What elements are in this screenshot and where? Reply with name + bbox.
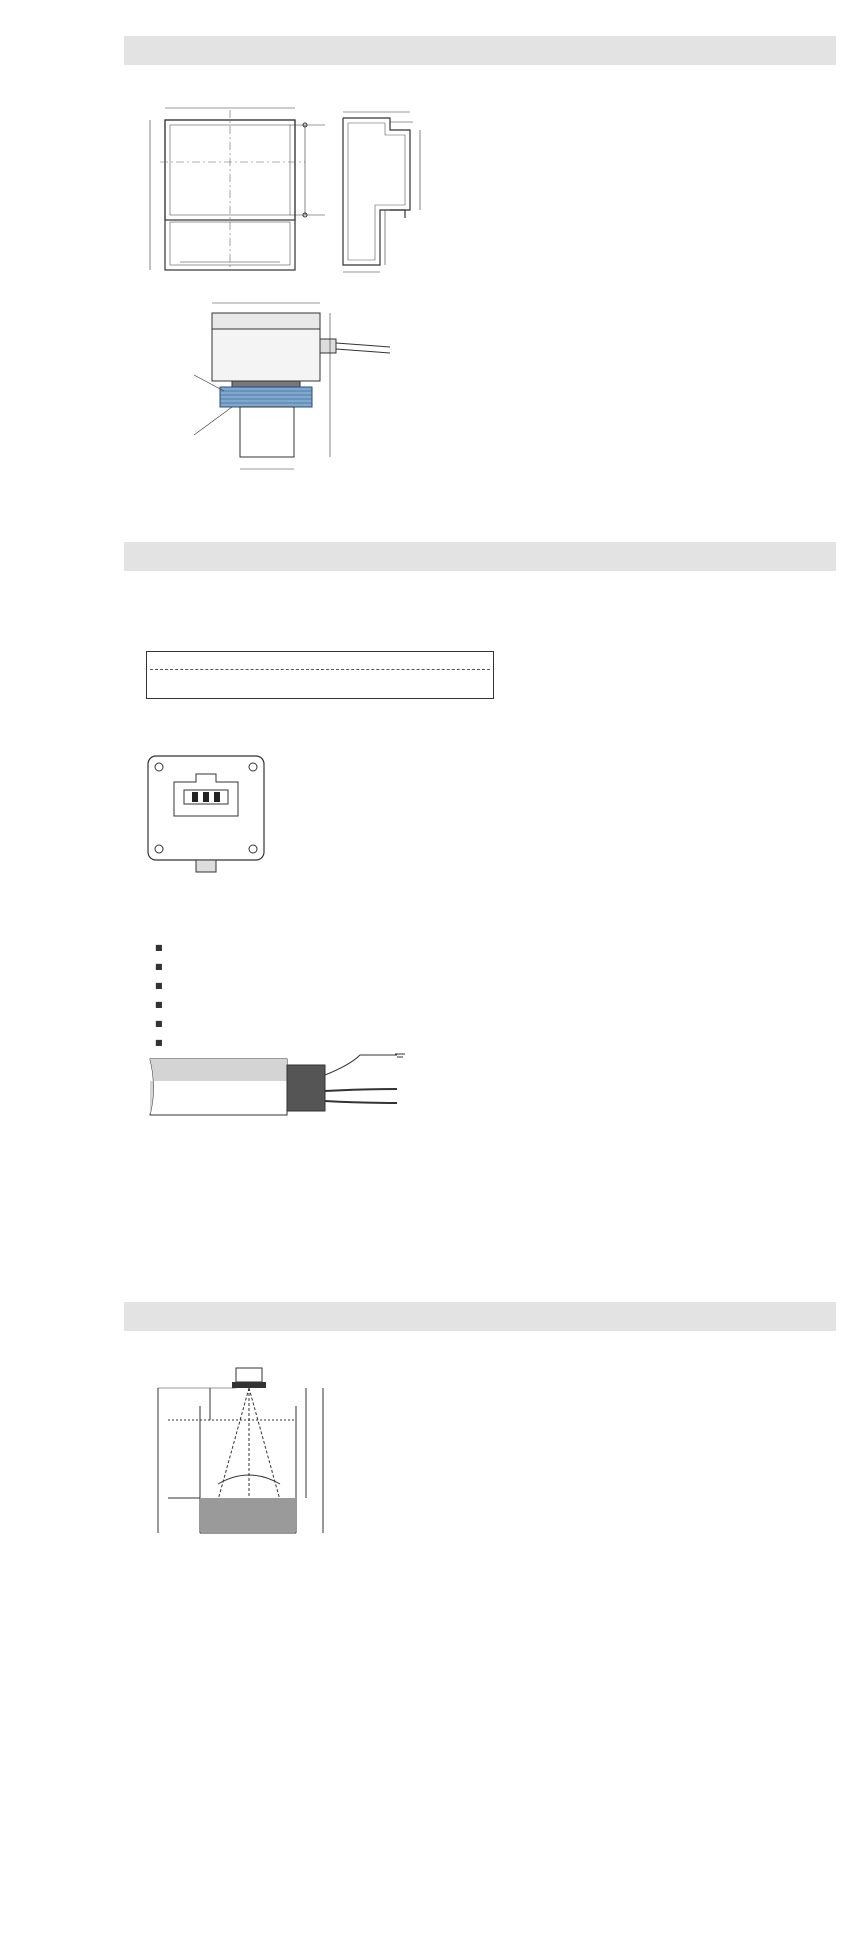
probe-board-drawing	[146, 754, 266, 874]
section-header-dimensions	[124, 36, 836, 65]
terminal-board	[146, 651, 494, 699]
terminal-divider	[150, 669, 490, 670]
install-diagram	[138, 1368, 348, 1548]
section-header-wiring	[124, 542, 836, 571]
shielded-cable-drawing	[145, 1053, 425, 1125]
wiring-note	[155, 997, 163, 1010]
wiring-note	[155, 940, 163, 953]
probe-drawing	[150, 295, 410, 495]
section-header-installation	[124, 1302, 836, 1331]
wiring-note	[155, 1016, 163, 1029]
wiring-note	[155, 978, 163, 991]
wiring-note	[155, 1035, 163, 1048]
meter-side-drawing	[335, 100, 465, 275]
terminal-groups	[150, 686, 492, 696]
terminal-pins	[150, 672, 490, 684]
wiring-note	[155, 959, 163, 972]
